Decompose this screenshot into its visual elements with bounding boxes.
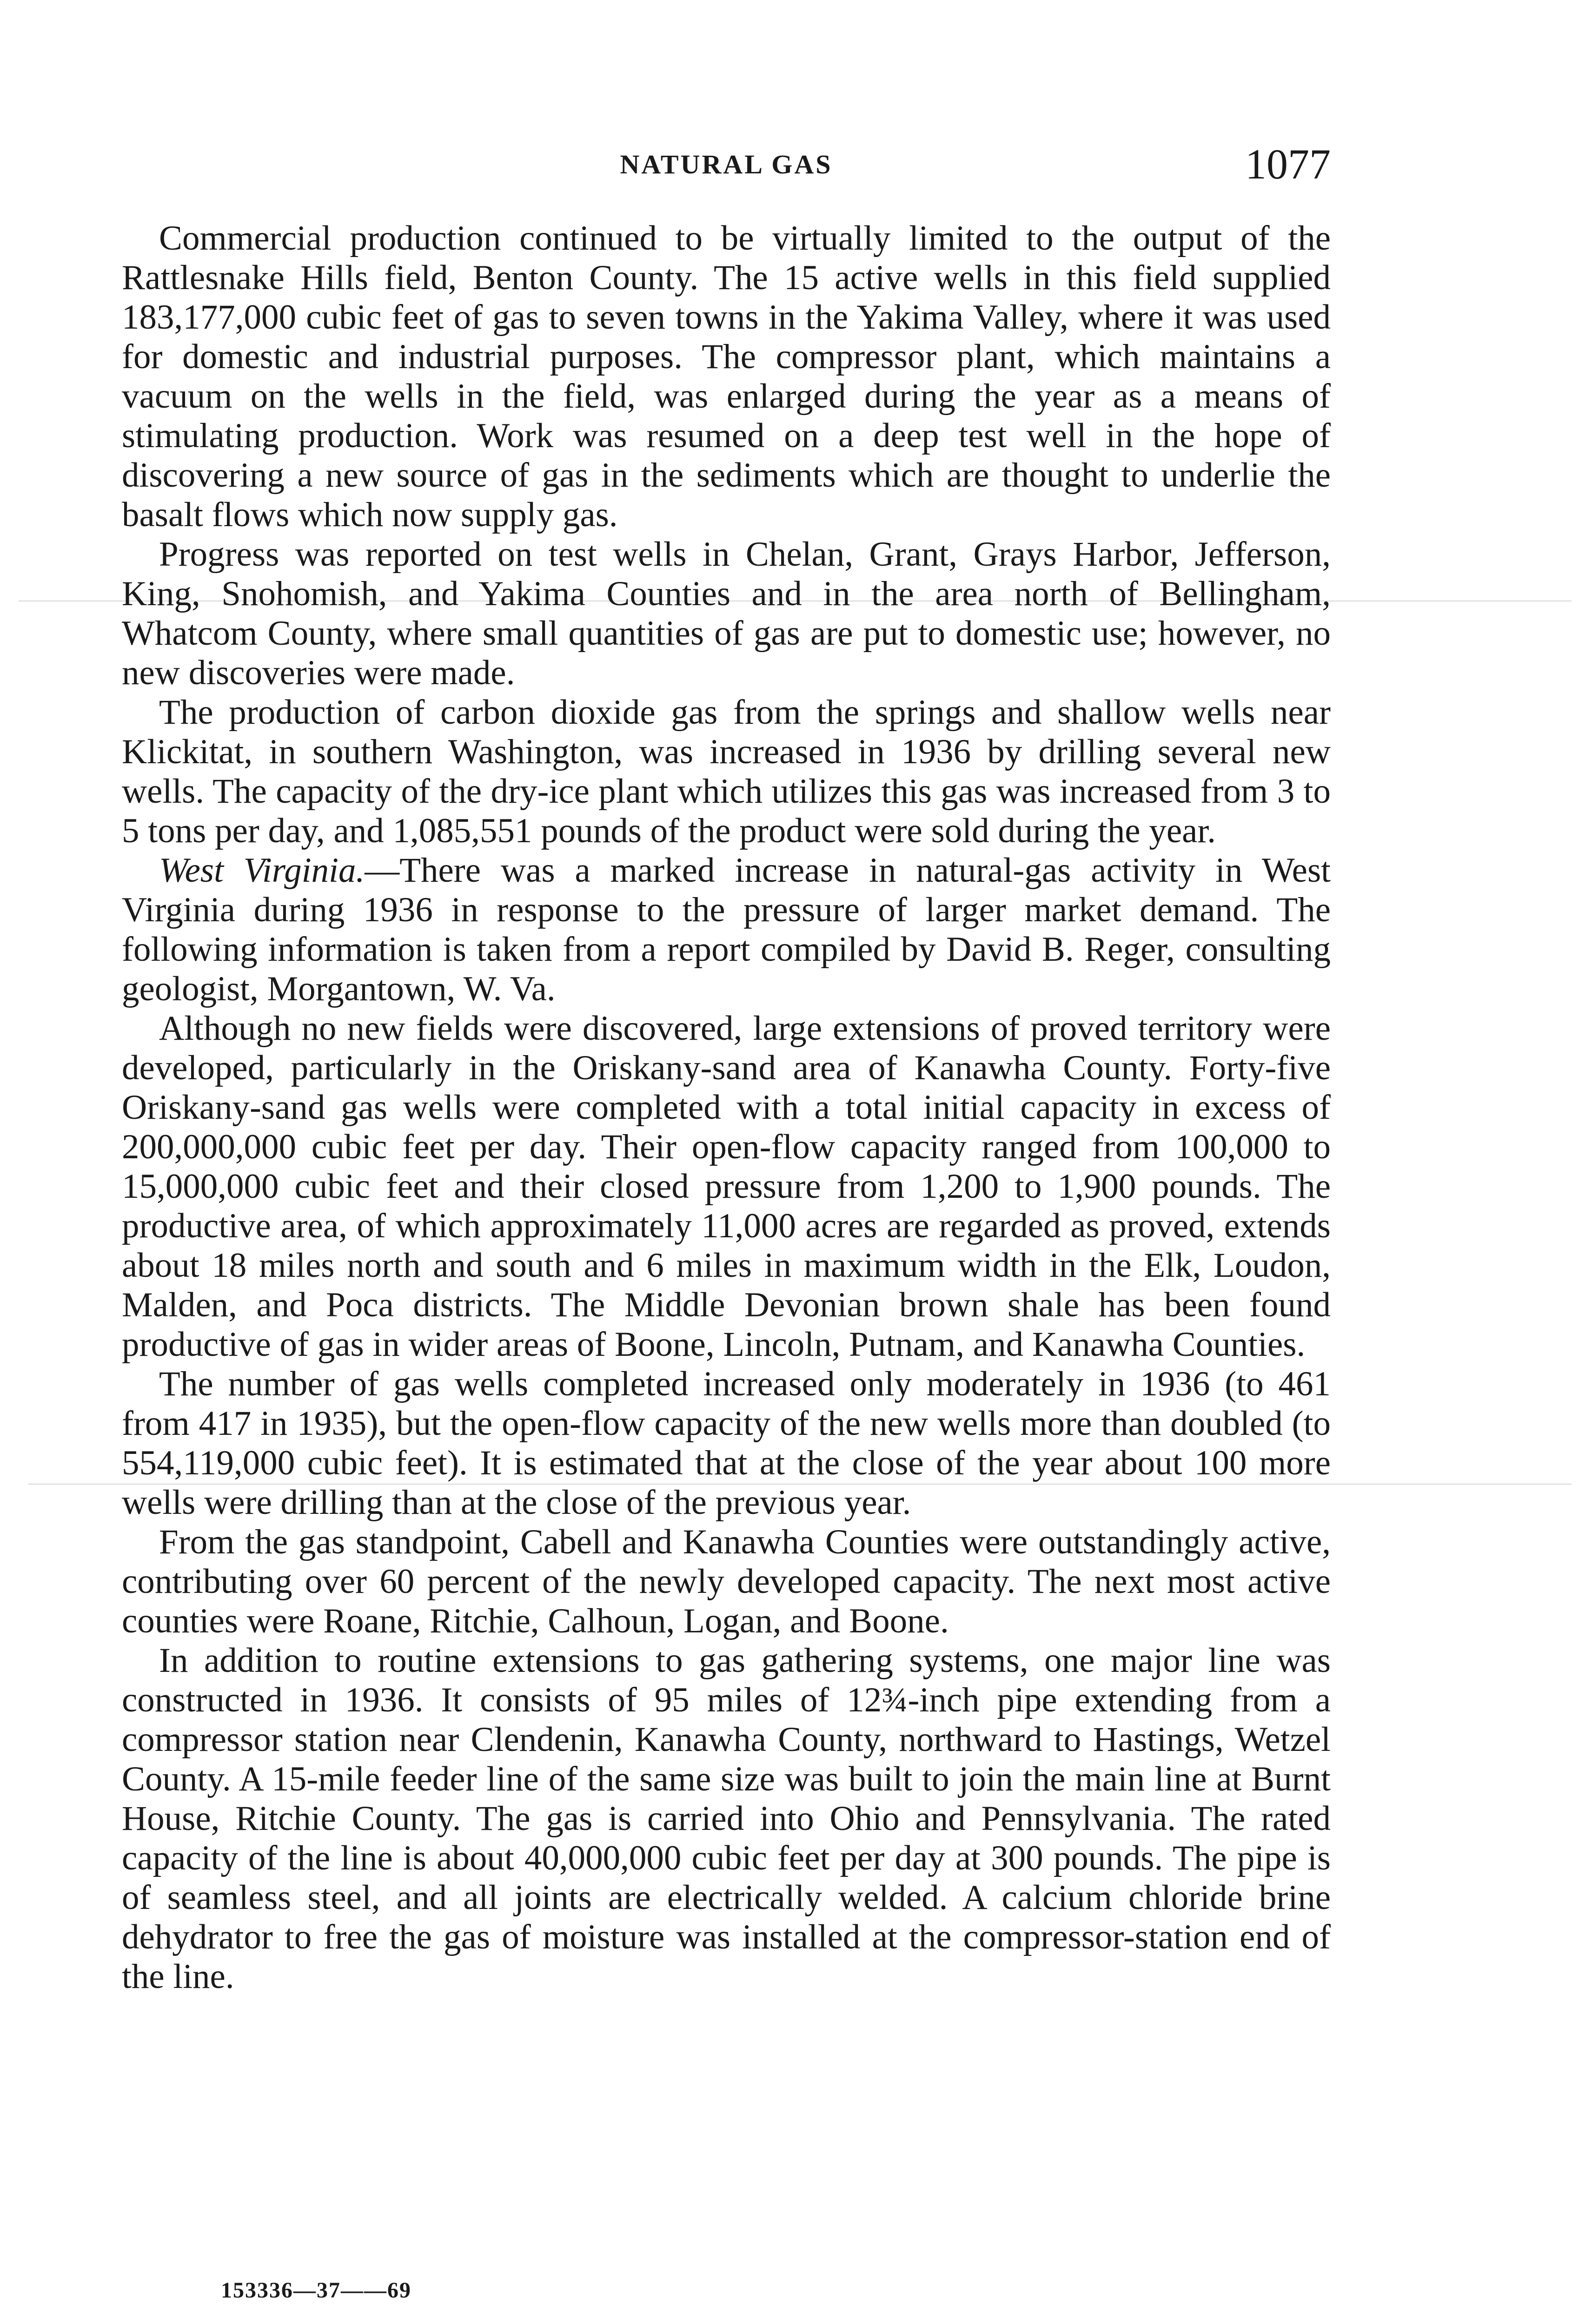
paragraph — [122, 1641, 1331, 1996]
paragraph — [122, 1364, 1331, 1522]
paragraph-text: The number of gas wells completed increased only moderately in 1936 (to 461 from 417 in 1935), but the open-flow capacity of the new wells more than doubled (to 554,119,000 cubic feet). It is estimated that at the close of the year about 100 more wells were drilling than at the close of the previous year. — [122, 1365, 1331, 1522]
paragraph — [122, 1522, 1331, 1641]
running-head — [122, 139, 1331, 195]
section-title: NATURAL GAS — [620, 149, 833, 179]
paragraph-text: In addition to routine extensions to gas gathering systems, one major line was constructed in 1936. It consists of 95 miles of 12¾-inch pipe extending from a compressor station near Clendenin, Kanawha County, northward to Hastings, Wetzel County. A 15-mile feeder line of the same size was built to join the main line at Burnt House, Ritchie County. The gas is carried into Ohio and Pennsylvania. The rated capacity of the line is about 40,000,000 cubic feet per day at 300 pounds. The pipe is of seamless steel, and all joints are electrically welded. A calcium chloride brine dehydrator to free the gas of moisture was installed at the compressor-station end of the line. — [122, 1641, 1331, 1996]
paragraph-text: From the gas standpoint, Cabell and Kanawha Counties were outstandingly active, contributing over 60 percent of the newly developed capacity. The next most active counties were Roane, Ritchie, Calhoun, Logan, and Boone. — [122, 1523, 1331, 1640]
paragraph — [122, 218, 1331, 535]
paragraph-text: Although no new fields were discovered, large extensions of proved territory were developed, particularly in the Oriskany-sand area of Kanawha County. Forty-five Oriskany-sand gas wells were completed with a total initial capacity in excess of 200,000,000 cubic feet per day. Their open-flow capacity ranged from 100,000 to 15,000,000 cubic feet and their closed pressure from 1,200 to 1,900 pounds. The productive area, of which approximately 11,000 acres are regarded as proved, extends about 18 miles north and south and 6 miles in maximum width in the Elk, Loudon, Malden, and Poca districts. The Middle Devonian brown shale has been found productive of gas in wider areas of Boone, Lincoln, Putnam, and Kanawha Counties. — [122, 1009, 1331, 1364]
printer-signature: 153336—37——69 — [221, 2278, 411, 2303]
paragraph — [122, 1009, 1331, 1364]
paragraph-text: Commercial production continued to be virtually limited to the output of the Rattlesnake Hills field, Benton County. The 15 active wells in this field supplied 183,177,000 cubic feet of gas to seven towns in the Yakima Valley, where it was used for domestic and industrial purposes. The compressor plant, which maintains a vacuum on the wells in the field, was enlarged during the year as a means of stimulating production. Work was resumed on a deep test well in the hope of discovering a new source of gas in the sediments which are thought to underlie the basalt flows which now supply gas. — [122, 219, 1331, 534]
paragraph-lead: West Virginia. — [159, 851, 365, 890]
paragraph — [122, 693, 1331, 851]
paragraph — [122, 535, 1331, 693]
body-text — [122, 218, 1331, 1996]
page-number: 1077 — [1245, 140, 1331, 188]
paragraph — [122, 851, 1331, 1009]
paragraph-text: Progress was reported on test wells in Chelan, Grant, Grays Harbor, Jefferson, King, Snohomish, and Yakima Counties and in the area north of Bellingham, Whatcom County, where small quantities of gas are put to domestic use; however, no new discoveries were made. — [122, 535, 1331, 692]
paragraph-text: —There was a marked increase in natural-gas activity in West Virginia during 1936 in response to the pressure of larger market demand. The following information is taken from a report compiled by David B. Reger, consulting geologist, Morgantown, W. Va. — [122, 851, 1331, 1008]
paragraph-text: The production of carbon dioxide gas from the springs and shallow wells near Klickitat, in southern Washington, was increased in 1936 by drilling several new wells. The capacity of the dry-ice plant which utilizes this gas was increased from 3 to 5 tons per day, and 1,085,551 pounds of the product were sold during the year. — [122, 693, 1331, 850]
